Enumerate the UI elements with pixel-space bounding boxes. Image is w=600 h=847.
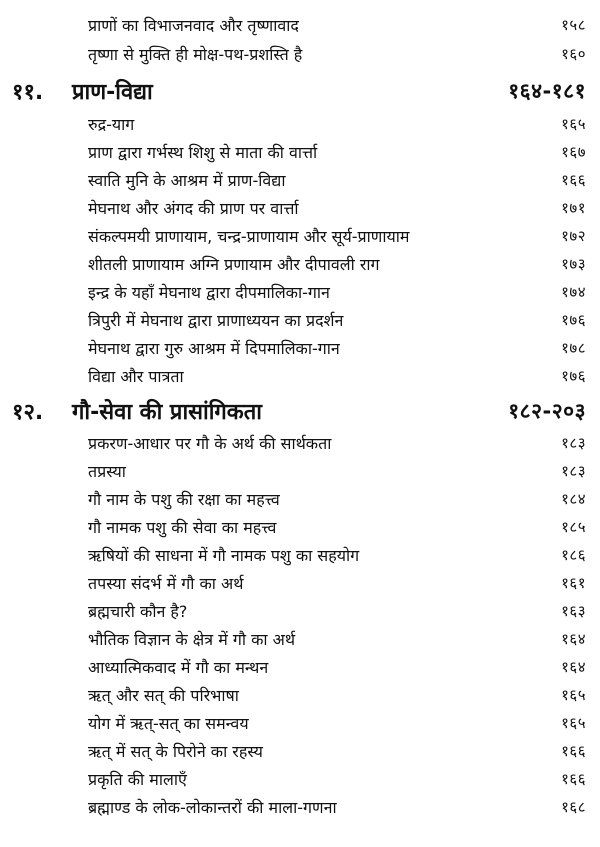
toc-entry [0, 333, 600, 362]
toc-entry-title: स्वाति मुनि के आश्रम में प्राण-विद्या [88, 170, 286, 190]
toc-entry-title: ऋत् और सत् की परिभाषा [88, 685, 239, 705]
toc-entry-title: तपस्या संदर्भ में गौ का अर्थ [88, 573, 244, 593]
toc-entry-page: १६५ [561, 114, 586, 133]
chapter-heading-12 [0, 394, 600, 428]
toc-entry-title: प्राण द्वारा गर्भस्थ शिशु से माता की वार्त्ता [88, 142, 318, 162]
toc-entry-title: तृष्णा से मुक्ति ही मोक्ष-पथ-प्रशस्ति है [88, 44, 303, 64]
toc-entry-title: संकल्पमयी प्राणायाम, चन्द्र-प्राणायाम और सूर्य-प्राणायाम [88, 226, 410, 246]
chapter-pages: १८२-२०३ [508, 399, 586, 423]
toc-entry [0, 708, 600, 737]
chapter-title: गौ-सेवा की प्रासांगिकता [72, 400, 262, 425]
toc-entry [0, 540, 600, 569]
toc-entry [0, 249, 600, 278]
toc-entry [0, 428, 600, 457]
toc-entry-page: १६६ [561, 769, 586, 788]
toc-entry [0, 792, 600, 821]
toc-entry-page: १७४ [561, 282, 586, 301]
toc-entry-title: रुद्र-याग [88, 114, 135, 134]
chapter-number: ११. [12, 80, 44, 105]
toc-entry-title: मेघनाथ द्वारा गुरु आश्रम में दिपमालिका-गान [88, 338, 340, 358]
toc-entry-title: गौ नाम के पशु की रक्षा का महत्त्व [88, 489, 280, 509]
toc-entry-page: १७३ [561, 254, 586, 273]
toc-entry-page: १६८ [561, 797, 586, 816]
chapter-heading-11 [0, 74, 600, 108]
toc-entry-page: १८४ [561, 489, 586, 508]
chapter-pages: १६४-१८१ [508, 79, 586, 103]
toc-entry-page: १६७ [561, 142, 586, 161]
toc-entry [0, 484, 600, 513]
toc-entry [0, 39, 600, 68]
toc-entry-title: ऋषियों की साधना में गौ नामक पशु का सहयोग [88, 545, 360, 565]
toc-entry-title: ऋत् में सत् के पिरोने का रहस्य [88, 741, 263, 761]
toc-entry-title: तप्रस्या [88, 461, 126, 481]
toc-entry [0, 624, 600, 653]
toc-entry-title: प्रकरण-आधार पर गौ के अर्थ की सार्थकता [88, 433, 332, 453]
toc-entry-page: १७६ [561, 366, 586, 385]
toc-entry [0, 137, 600, 166]
toc-entry [0, 596, 600, 625]
toc-entry-page: १६३ [561, 601, 586, 620]
toc-entry-title: विद्या और पात्रता [88, 366, 184, 386]
toc-entry [0, 277, 600, 306]
toc-entry [0, 764, 600, 793]
toc-entry-title: प्राणों का विभाजनवाद और तृष्णावाद [88, 15, 299, 35]
toc-entry [0, 221, 600, 250]
toc-entry-page: १६५ [561, 685, 586, 704]
toc-entry-title: ब्रह्मचारी कौन है? [88, 601, 188, 621]
toc-entry [0, 456, 600, 485]
chapter-title: प्राण-विद्या [72, 80, 153, 105]
toc-entry [0, 305, 600, 334]
toc-entry-page: १६४ [561, 629, 586, 648]
toc-entry [0, 652, 600, 681]
toc-entry-page: १७१ [561, 198, 586, 217]
toc-entry [0, 680, 600, 709]
toc-entry-page: १६१ [561, 573, 586, 592]
chapter-number: १२. [12, 400, 44, 425]
toc-entry-page: १८६ [561, 545, 586, 564]
toc-entry [0, 109, 600, 138]
toc-entry-page: १६० [561, 44, 586, 63]
toc-entry [0, 568, 600, 597]
toc-entry [0, 512, 600, 541]
toc-entry [0, 165, 600, 194]
toc-entry [0, 361, 600, 390]
toc-entry-page: १८५ [561, 517, 586, 536]
toc-entry-title: शीतली प्राणायाम अग्नि प्रणायाम और दीपावली राग [88, 254, 380, 274]
toc-entry-page: १६६ [561, 170, 586, 189]
toc-entry-page: १६५ [561, 713, 586, 732]
toc-entry-title: त्रिपुरी में मेघनाथ द्वारा प्राणाध्ययन का प्रदर्शन [88, 310, 344, 330]
toc-entry-title: गौ नामक पशु की सेवा का महत्त्व [88, 517, 277, 537]
toc-entry-title: इन्द्र के यहाँ मेघनाथ द्वारा दीपमालिका-गान [88, 282, 330, 302]
toc-entry-title: प्रकृति की मालाएँ [88, 769, 187, 789]
toc-entry-page: १८३ [561, 433, 586, 452]
toc-entry-page: १८३ [561, 461, 586, 480]
toc-entry-title: मेघनाथ और अंगद की प्राण पर वार्त्ता [88, 198, 299, 218]
toc-entry-title: योग में ऋत्-सत् का समन्वय [88, 713, 249, 733]
toc-entry [0, 193, 600, 222]
toc-entry [0, 736, 600, 765]
toc-entry-title: आध्यात्मिकवाद में गौ का मन्थन [88, 657, 269, 677]
toc-entry-page: १७६ [561, 310, 586, 329]
toc-entry-page: १६४ [561, 657, 586, 676]
toc-entry-title: ब्रह्माण्ड के लोक-लोकान्तरों की माला-गणना [88, 797, 337, 817]
toc-entry-page: १७८ [561, 338, 586, 357]
toc-entry-page: १५८ [561, 15, 586, 34]
toc-entry [0, 10, 600, 39]
toc-entry-page: १६६ [561, 741, 586, 760]
toc-entry-page: १७२ [561, 226, 586, 245]
toc-entry-title: भौतिक विज्ञान के क्षेत्र में गौ का अर्थ [88, 629, 296, 649]
